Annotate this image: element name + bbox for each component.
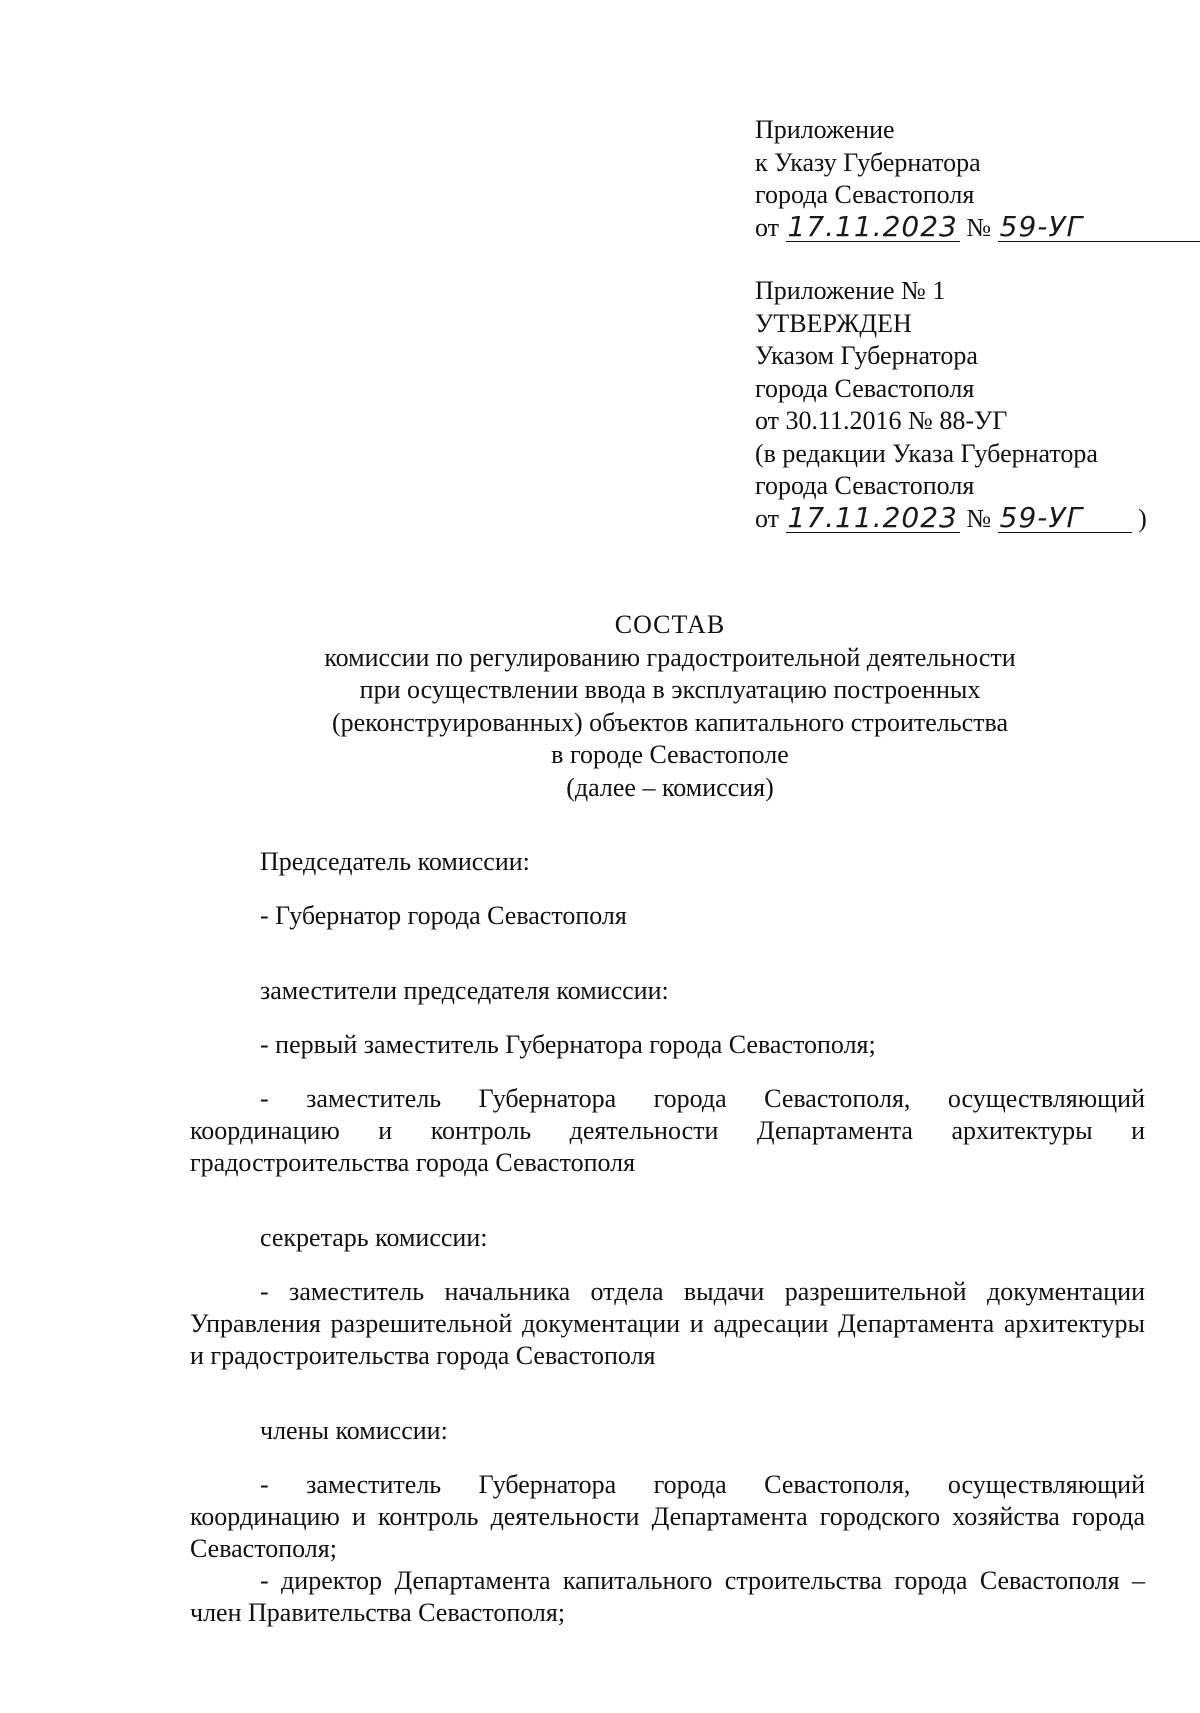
number-sign: № [966, 212, 992, 242]
handwritten-date: 17.11.2023 [787, 209, 958, 243]
appendix-date-line [755, 209, 1175, 245]
sub-appendix-line: Указом Губернатора [755, 341, 978, 370]
secretary-heading: секретарь комиссии: [260, 1223, 488, 1252]
title-line: (реконструированных) объектов капитального строительства [331, 707, 1008, 737]
appendix-line: города Севастополя [755, 180, 975, 209]
date-prefix: от [755, 212, 780, 242]
secretary-item: - заместитель начальника отдела выдачи разрешительной документации Управления разрешительной документации и адресации Департамента архитектуры и градостроительства города Севастополя [190, 1277, 1145, 1370]
document-title [190, 609, 1150, 804]
sub-appendix-line: (в редакции Указа Губернатора [755, 438, 1098, 468]
members-heading: члены комиссии: [260, 1416, 448, 1445]
title-line: комиссии по регулированию градостроительной деятельности [324, 642, 1016, 672]
title-main: СОСТАВ [614, 610, 726, 639]
sub-appendix-line: города Севастополя [755, 471, 975, 500]
chair-item: - Губернатор города Севастополя [260, 901, 627, 930]
handwritten-number: 59-УГ [998, 213, 1200, 242]
appendix-line: Приложение [755, 115, 895, 144]
chair-heading: Председатель комиссии: [260, 847, 530, 876]
title-line: в городе Севастополе [551, 740, 789, 769]
title-line: при осуществлении ввода в эксплуатацию построенных [359, 675, 981, 704]
appendix-line: к Указу Губернатора [755, 147, 981, 177]
deputies-heading: заместители председателя комиссии: [260, 976, 669, 1005]
number-sign: № [966, 503, 992, 533]
member-item: - заместитель Губернатора города Севастополя, осуществляющий координацию и контроль деятельности Департамента городского хозяйства города Севастополя; [190, 1470, 1145, 1563]
member-item: - директор Департамента капитального строительства города Севастополя – член Правительства Севастополя; [190, 1566, 1145, 1627]
deputy-item: - первый заместитель Губернатора города Севастополя; [260, 1030, 876, 1059]
appendix-block [755, 114, 1175, 535]
closing-paren: ) [1138, 503, 1147, 533]
handwritten-number: 59-УГ [998, 504, 1132, 533]
sub-appendix-line: города Севастополя [755, 373, 975, 403]
sub-appendix-line: от 30.11.2016 № 88-УГ [755, 406, 1008, 435]
title-line: (далее – комиссия) [566, 772, 774, 802]
sub-appendix-date-line [755, 500, 1175, 536]
sub-appendix-line: УТВЕРЖДЕН [755, 308, 912, 338]
commission-list [190, 846, 1145, 1629]
date-prefix: от [755, 503, 780, 533]
deputy-item: - заместитель Губернатора города Севастополя, осуществляющий координацию и контроль деятельности Департамента архитектуры и градостроительства города Севастополя [190, 1084, 1145, 1177]
sub-appendix-line: Приложение № 1 [755, 276, 946, 305]
handwritten-date: 17.11.2023 [787, 500, 958, 534]
